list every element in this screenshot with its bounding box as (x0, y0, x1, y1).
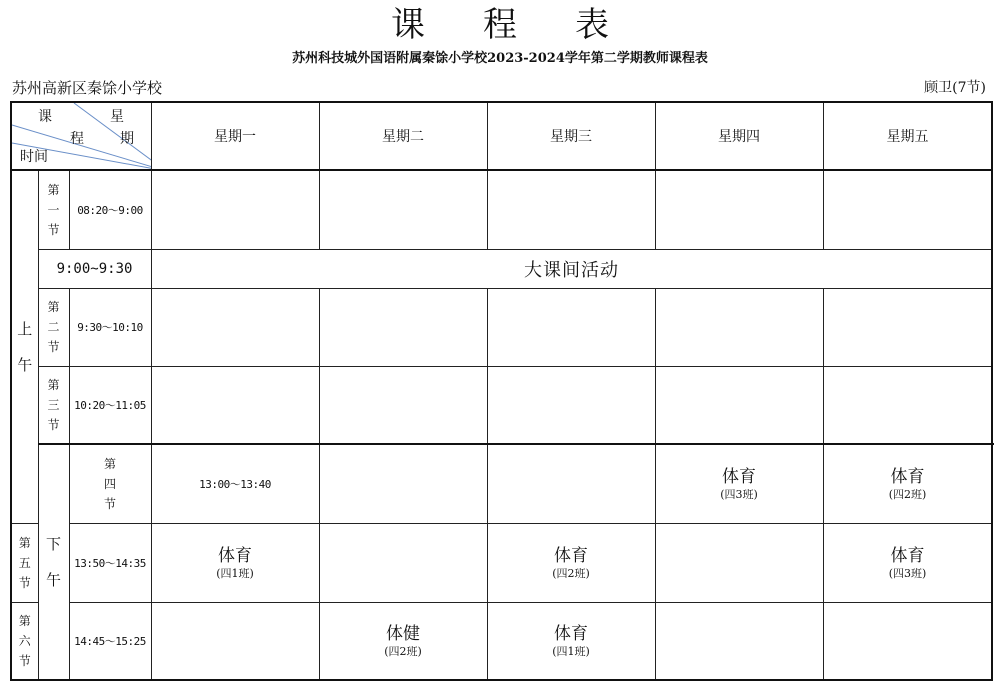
lesson-cell (655, 444, 823, 523)
lesson-cell (823, 170, 992, 249)
period-number (38, 366, 69, 444)
period-time: 9:30～10:10 (69, 288, 151, 366)
corner-ke: 课 (38, 109, 52, 125)
lesson-subject: 体育 (218, 545, 252, 566)
lesson-subject: 体育 (554, 623, 588, 644)
lesson-cell (319, 170, 487, 249)
lesson-subject: 体育 (722, 466, 756, 487)
school-name: 苏州高新区秦馀小学校 (12, 79, 163, 97)
period-row (11, 170, 992, 249)
corner-xing: 星 (110, 109, 124, 125)
lesson-cell (319, 366, 487, 444)
lesson-cell (487, 523, 655, 602)
period-number (11, 602, 38, 680)
period-number (69, 444, 151, 523)
lesson-cell (319, 444, 487, 523)
day-header: 星期四 (655, 102, 823, 170)
lesson-class: (四3班) (720, 487, 758, 501)
period-row (11, 288, 992, 366)
lesson-cell (151, 170, 319, 249)
lesson-cell (151, 602, 319, 680)
lesson-class: (四2班) (384, 644, 422, 658)
period-number-text: 第三节 (47, 377, 60, 432)
afternoon-label (38, 444, 69, 680)
lesson-class: (四1班) (216, 566, 254, 580)
day-header: 星期二 (319, 102, 487, 170)
lesson-cell (655, 523, 823, 602)
period-number-text: 第四节 (103, 456, 116, 511)
timetable (10, 101, 993, 681)
lesson-class: (四3班) (888, 566, 927, 580)
morning-label (11, 170, 38, 523)
period-row (11, 444, 992, 523)
lesson-cell (487, 444, 655, 523)
period-time: 14:45～15:25 (69, 602, 151, 680)
lesson-cell (655, 288, 823, 366)
period-row (11, 602, 992, 680)
morning-text: 上午 (17, 319, 33, 374)
period-number (38, 288, 69, 366)
lesson-cell (823, 366, 992, 444)
lesson-cell (655, 602, 823, 680)
break-row (11, 249, 992, 288)
period-number (38, 170, 69, 249)
lesson-class: (四2班) (552, 566, 590, 580)
corner-qi: 期 (120, 131, 134, 147)
lesson-cell (823, 288, 992, 366)
period-time: 13:00～13:40 (151, 444, 319, 523)
lesson-subject: 体育 (890, 545, 925, 566)
period-row (11, 366, 992, 444)
lesson-subject: 体健 (386, 623, 420, 644)
period-time: 13:50～14:35 (69, 523, 151, 602)
lesson-cell (487, 366, 655, 444)
lesson-subject: 体育 (890, 466, 925, 487)
day-header: 星期三 (487, 102, 655, 170)
corner-cheng: 程 (70, 131, 84, 147)
lesson-cell (151, 288, 319, 366)
lesson-cell (319, 288, 487, 366)
lesson-cell (655, 170, 823, 249)
corner-shijian: 时间 (20, 149, 48, 165)
period-row (11, 523, 992, 602)
lesson-cell (823, 444, 992, 523)
lesson-cell (823, 523, 992, 602)
lesson-cell (487, 170, 655, 249)
page-title: 课程表 (391, 5, 667, 45)
header-row (11, 102, 992, 170)
day-header: 星期一 (151, 102, 319, 170)
corner-header (11, 102, 151, 170)
teacher-name: 顾卫(7节) (924, 80, 986, 96)
lesson-cell (487, 288, 655, 366)
lesson-cell (319, 523, 487, 602)
lesson-subject: 体育 (554, 545, 588, 566)
lesson-class: (四1班) (552, 644, 590, 658)
period-number-text: 第六节 (18, 613, 31, 668)
break-label: 大课间活动 (151, 249, 992, 288)
period-time: 08:20～9:00 (69, 170, 151, 249)
lesson-cell (319, 602, 487, 680)
afternoon-text: 下午 (45, 535, 61, 589)
period-number (11, 523, 38, 602)
lesson-class: (四2班) (888, 487, 927, 501)
lesson-cell (151, 523, 319, 602)
lesson-cell (487, 602, 655, 680)
period-number-text: 第五节 (18, 535, 31, 590)
page-subtitle: 苏州科技城外国语附属秦馀小学校2023-2024学年第二学期教师课程表 (292, 51, 708, 66)
lesson-cell (823, 602, 992, 680)
period-time: 10:20～11:05 (69, 366, 151, 444)
day-header: 星期五 (823, 102, 992, 170)
lesson-cell (655, 366, 823, 444)
lesson-cell (151, 366, 319, 444)
period-number-text: 第二节 (47, 300, 60, 354)
break-time: 9:00~9:30 (38, 249, 151, 288)
period-number-text: 第一节 (47, 182, 60, 237)
